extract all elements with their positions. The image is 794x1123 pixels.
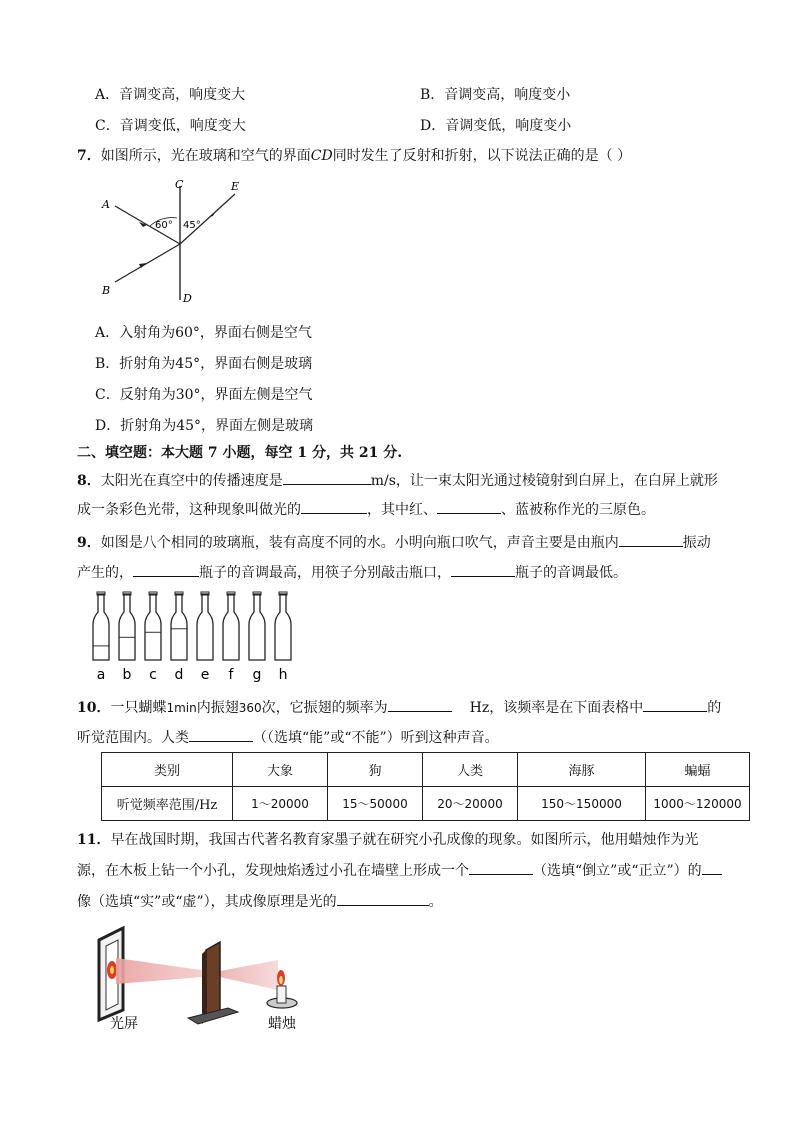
bottle-label: c <box>149 667 157 683</box>
q10-text: 的 <box>707 700 722 716</box>
q10-text: 次，它振翅的频率为 <box>261 700 388 716</box>
table-header: 大象 <box>233 753 328 787</box>
pinhole-camera-figure <box>88 920 318 1035</box>
q9-line1 <box>77 532 711 552</box>
q10-text: 听觉范围内。人类 <box>77 730 189 746</box>
q6-option-a: A．音调变高，响度变大 <box>95 87 246 103</box>
table-header: 海豚 <box>518 753 646 787</box>
pinhole-board <box>206 942 220 1020</box>
q9-text: 瓶子的音调最低。 <box>515 565 627 581</box>
table-header: 狗 <box>328 753 423 787</box>
bottle-label: d <box>174 667 184 683</box>
q11-line2 <box>77 860 722 880</box>
q11-text: 像（选填“实”或“虚”），其成像原理是光的 <box>77 894 337 910</box>
q10-text: 1min <box>166 701 197 715</box>
bottle <box>223 592 239 683</box>
q7-option-b: B．折射角为45°，界面右侧是玻璃 <box>95 356 313 372</box>
bottle <box>275 592 291 683</box>
q10-line1 <box>77 697 721 717</box>
q11-text: （选填“倒立”或“正立”）的 <box>533 863 702 879</box>
bottle-label: a <box>96 667 106 683</box>
answer-blank[interactable] <box>133 562 199 577</box>
q8-text: 、蓝被称作光的三原色。 <box>501 502 655 518</box>
question-number: 11． <box>77 832 111 848</box>
table-row <box>102 753 750 787</box>
bottle <box>145 592 161 683</box>
table-header: 人类 <box>423 753 518 787</box>
label-b: B <box>102 284 111 297</box>
label-d: D <box>183 292 192 305</box>
table-cell: 听觉频率范围/Hz <box>102 787 233 821</box>
question-number: 9． <box>77 535 101 551</box>
q7-stem <box>77 145 631 165</box>
answer-blank[interactable] <box>451 562 515 577</box>
table-header: 类别 <box>102 753 233 787</box>
answer-blank[interactable] <box>337 891 429 906</box>
table-row <box>102 787 750 821</box>
screen-label: 光屏 <box>110 1016 138 1032</box>
q7-option-d: D．折射角为45°，界面左侧是玻璃 <box>95 418 314 434</box>
bottle-label: f <box>228 667 234 683</box>
q10-line2 <box>77 727 499 747</box>
q7-stem-pre: 如图所示，光在玻璃和空气的界面 <box>100 148 311 164</box>
answer-blank[interactable] <box>189 727 253 742</box>
candle-label: 蜡烛 <box>268 1016 296 1032</box>
answer-blank[interactable] <box>643 697 707 712</box>
answer-blank[interactable] <box>619 532 683 547</box>
refraction-diagram <box>95 176 255 306</box>
label-e: E <box>231 180 240 193</box>
question-number: 7． <box>77 148 101 164</box>
q6-option-c: C．音调变低，响度变大 <box>95 118 246 134</box>
q9-text: 如图是八个相同的玻璃瓶，装有高度不同的水。小明向瓶口吹气，声音主要是由瓶内 <box>100 535 619 551</box>
q8-text: 成一条彩色光带，这种现象叫做光的 <box>77 502 301 518</box>
bottles-figure <box>88 588 308 683</box>
q7-stem-cd: CD <box>310 148 333 164</box>
answer-blank[interactable] <box>283 470 371 485</box>
q8-line1 <box>77 470 718 490</box>
q9-text: 产生的， <box>77 565 133 581</box>
angle-45: 45° <box>183 220 201 231</box>
q11-text: 。 <box>428 894 443 910</box>
table-cell: 20～20000 <box>423 787 518 821</box>
question-number: 8． <box>77 473 101 489</box>
candle <box>277 986 286 1003</box>
q8-line2 <box>77 499 655 519</box>
q11-line1 <box>77 829 698 849</box>
q8-text: m/s，让一束太阳光通过棱镜射到白屏上，在白屏上就形 <box>370 473 718 489</box>
q10-text: 一只蝴蝶 <box>110 700 167 716</box>
section-heading: 二、填空题：本大题 7 小题，每空 1 分，共 21 分. <box>77 445 403 461</box>
answer-blank[interactable] <box>437 499 501 514</box>
q10-text: 360 <box>238 701 262 715</box>
q10-text: 内振翅 <box>196 700 239 716</box>
q10-text: Hz，该频率是在下面表格中 <box>469 700 644 716</box>
table-cell: 150～150000 <box>518 787 646 821</box>
q7-stem-post: 同时发生了反射和折射，以下说法正确的是（ ） <box>332 148 632 164</box>
bottle <box>249 592 265 683</box>
q7-option-a: A．入射角为60°，界面右侧是空气 <box>95 325 312 341</box>
q8-text: 太阳光在真空中的传播速度是 <box>100 473 283 489</box>
bottle-label: b <box>122 667 132 683</box>
bottle-label: g <box>252 667 262 683</box>
label-a: A <box>102 198 110 211</box>
q10-text: （（选填“能”或“不能”）听到这种声音。 <box>253 730 499 746</box>
bottle <box>93 592 109 683</box>
q6-option-b: B．音调变高，响度变小 <box>420 87 571 103</box>
bottle <box>119 592 135 683</box>
q9-text: 振动 <box>682 535 711 551</box>
q9-text: 瓶子的音调最高，用筷子分别敲击瓶口， <box>199 565 451 581</box>
bottle <box>171 592 187 683</box>
table-cell: 1～20000 <box>233 787 328 821</box>
angle-60: 60° <box>155 220 173 231</box>
label-c: C <box>175 178 184 191</box>
q6-option-d: D．音调变低，响度变小 <box>420 118 572 134</box>
bottle <box>197 592 213 683</box>
table-header: 蝙蝠 <box>646 753 750 787</box>
q9-line2 <box>77 562 627 582</box>
answer-blank[interactable] <box>388 697 452 712</box>
q11-line3 <box>77 891 443 911</box>
q7-option-c: C．反射角为30°，界面左侧是空气 <box>95 387 313 403</box>
table-cell: 15～50000 <box>328 787 423 821</box>
table-cell: 1000～120000 <box>646 787 750 821</box>
q11-text: 源，在木板上钻一个小孔，发现烛焰透过小孔在墙壁上形成一个 <box>77 863 469 879</box>
answer-blank[interactable] <box>301 499 367 514</box>
q11-text: 早在战国时期，我国古代著名教育家墨子就在研究小孔成像的现象。如图所示，他用蜡烛作为光 <box>110 832 699 848</box>
bottle-label: e <box>200 667 210 683</box>
answer-blank[interactable] <box>469 860 533 875</box>
question-number: 10． <box>77 700 111 716</box>
q8-text: ，其中红、 <box>367 502 437 518</box>
bottle-label: h <box>278 667 288 683</box>
answer-blank[interactable] <box>702 860 722 875</box>
hearing-range-table <box>101 752 750 821</box>
